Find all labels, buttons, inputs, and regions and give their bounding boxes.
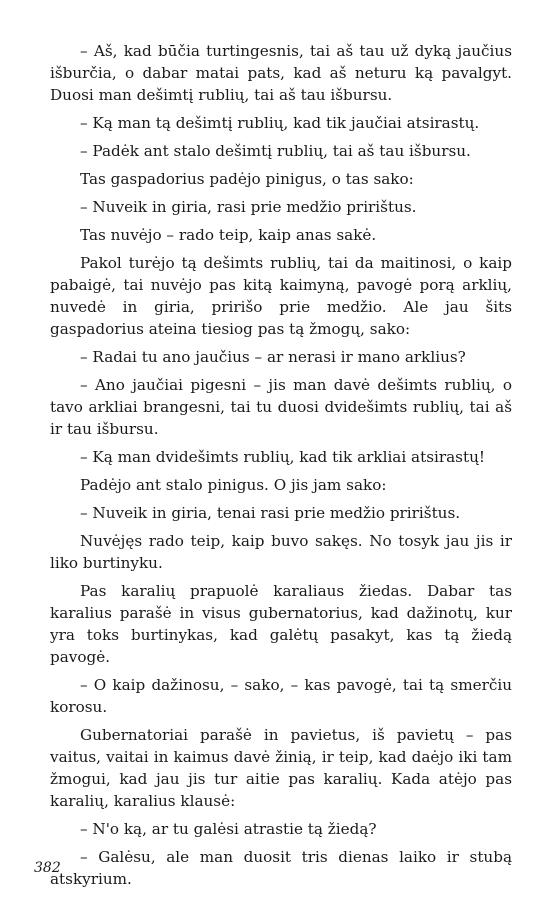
paragraph: – Padėk ant stalo dešimtį rublių, tai aš tau išbursu. bbox=[80, 142, 471, 160]
paragraph: – Ką man tą dešimtį rublių, kad tik jaučiai atsirastų. bbox=[80, 114, 480, 132]
paragraph: – Ką man dvidešimts rublių, kad tik arkliai atsirastų! bbox=[80, 448, 485, 466]
paragraph: – O kaip dažinosu, – sako, – kas pavogė, tai tą smerčiu korosu. bbox=[50, 676, 512, 716]
paragraph: – Galėsu, ale man duosit tris dienas laiko ir stubą atskyrium. bbox=[50, 848, 512, 888]
paragraph: – N'o ką, ar tu galėsi atrastie tą žiedą? bbox=[80, 820, 377, 838]
paragraph: – Ano jaučiai pigesni – jis man davė dešimts rublių, o tavo arkliai brangesni, tai tu duosi dvidešimts rublių, tai aš ir tau išbursu. bbox=[50, 376, 512, 438]
page-number: 382 bbox=[34, 860, 61, 876]
paragraph: Tas nuvėjo – rado teip, kaip anas sakė. bbox=[80, 226, 377, 244]
paragraph: Gubernatoriai parašė in pavietus, iš pavietų – pas vaitus, vaitai in kaimus davė žinią, ir teip, kad daėjo iki tam žmogui, kad jau jis tur aitie pas karalių. Kada atėjo pas karalių, karalius klausė: bbox=[50, 726, 512, 810]
paragraph: – Nuveik in giria, rasi prie medžio pririštus. bbox=[80, 198, 417, 216]
paragraph: – Nuveik in giria, tenai rasi prie medžio pririštus. bbox=[80, 504, 461, 522]
paragraph: Pakol turėjo tą dešimts rublių, tai da maitinosi, o kaip pabaigė, tai nuvėjo pas kitą kaimyną, pavogė porą arklių, nuvedė in giria, pririšo prie medžio. Ale jau šits gaspadorius ateina tiesiog pas tą žmogų, sako: bbox=[50, 254, 512, 338]
body-text bbox=[50, 40, 512, 896]
paragraph: – Radai tu ano jaučius – ar nerasi ir mano arklius? bbox=[80, 348, 466, 366]
paragraph: Tas gaspadorius padėjo pinigus, o tas sako: bbox=[80, 170, 414, 188]
paragraph: Padėjo ant stalo pinigus. O jis jam sako: bbox=[80, 476, 387, 494]
paragraph: Nuvėjęs rado teip, kaip buvo sakęs. No tosyk jau jis ir liko burtinyku. bbox=[50, 532, 512, 572]
paragraph: – Aš, kad būčia turtingesnis, tai aš tau už dyką jaučius išburčia, o dabar matai pats, kad aš neturu ką pavalgyt. Duosi man dešimtį rublių, tai aš tau išbursu. bbox=[50, 42, 512, 104]
paragraph: Pas karalių prapuolė karaliaus žiedas. Dabar tas karalius parašė in visus gubernatorius, kad dažinotų, kur yra toks burtinykas, kad galėtų pasakyt, kas tą žiedą pavogė. bbox=[50, 582, 512, 666]
